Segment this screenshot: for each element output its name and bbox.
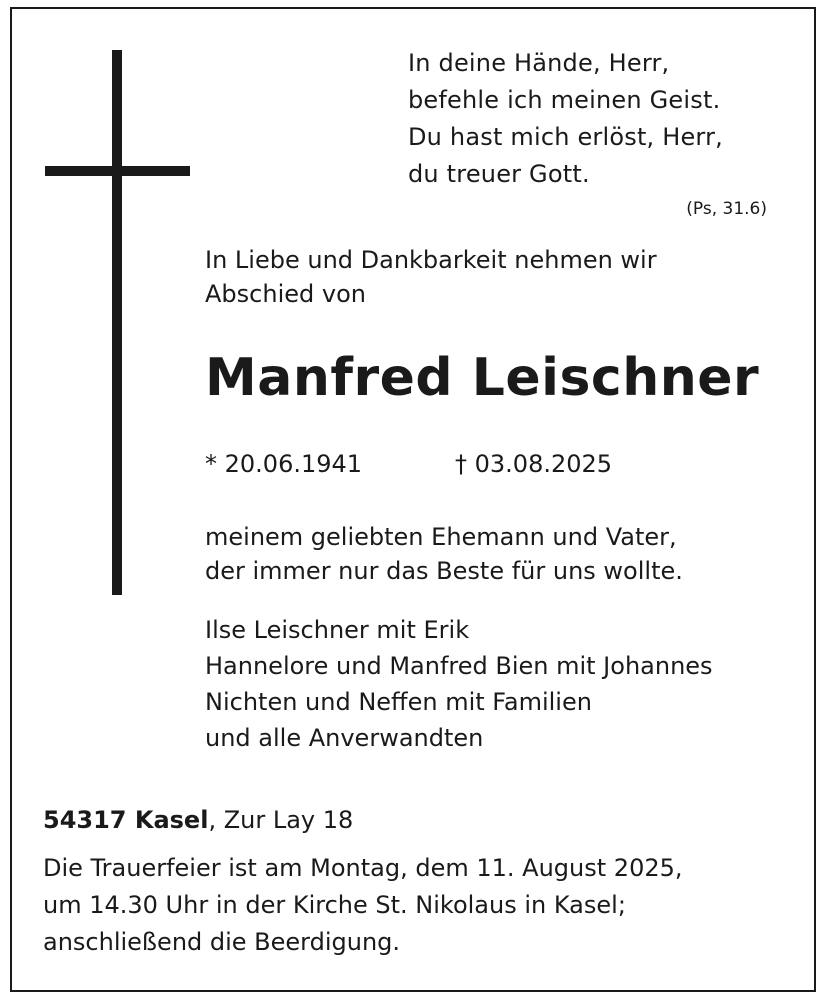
service-line: um 14.30 Uhr in der Kirche St. Nikolaus in Kasel; (43, 891, 626, 919)
mourner-entry: Ilse Leischner mit Erik (205, 616, 470, 644)
funeral-service-info (43, 850, 683, 961)
mourner-entry: Hannelore und Manfred Bien mit Johannes (205, 652, 713, 680)
verse-reference: (Ps, 31.6) (686, 199, 767, 219)
birth-date: * 20.06.1941 (205, 450, 363, 478)
verse-line: befehle ich meinen Geist. (408, 86, 721, 114)
farewell-intro (205, 243, 657, 311)
address-street: , Zur Lay 18 (208, 806, 354, 834)
intro-line: In Liebe und Dankbarkeit nehmen wir (205, 246, 657, 274)
dedication-line: meinem geliebten Ehemann und Vater, (205, 523, 677, 551)
dedication-line: der immer nur das Beste für uns wollte. (205, 557, 683, 585)
mourner-entry: Nichten und Neffen mit Familien (205, 688, 592, 716)
cross-icon-vertical-beam (112, 50, 122, 595)
verse-line: du treuer Gott. (408, 160, 590, 188)
mourner-entry: und alle Anverwandten (205, 724, 484, 752)
deceased-name: Manfred Leischner (205, 348, 760, 408)
verse-line: In deine Hände, Herr, (408, 49, 670, 77)
bible-verse (408, 45, 723, 193)
verse-line: Du hast mich erlöst, Herr, (408, 123, 723, 151)
mourning-address (43, 803, 353, 837)
life-dates (205, 447, 613, 481)
mourners-list (205, 612, 713, 756)
dedication (205, 520, 683, 588)
address-city: 54317 Kasel (43, 806, 209, 834)
service-line: Die Trauerfeier ist am Montag, dem 11. August 2025, (43, 854, 683, 882)
intro-line: Abschied von (205, 280, 366, 308)
cross-icon-horizontal-beam (45, 166, 190, 176)
service-line: anschließend die Beerdigung. (43, 928, 401, 956)
death-date: † 03.08.2025 (455, 450, 613, 478)
